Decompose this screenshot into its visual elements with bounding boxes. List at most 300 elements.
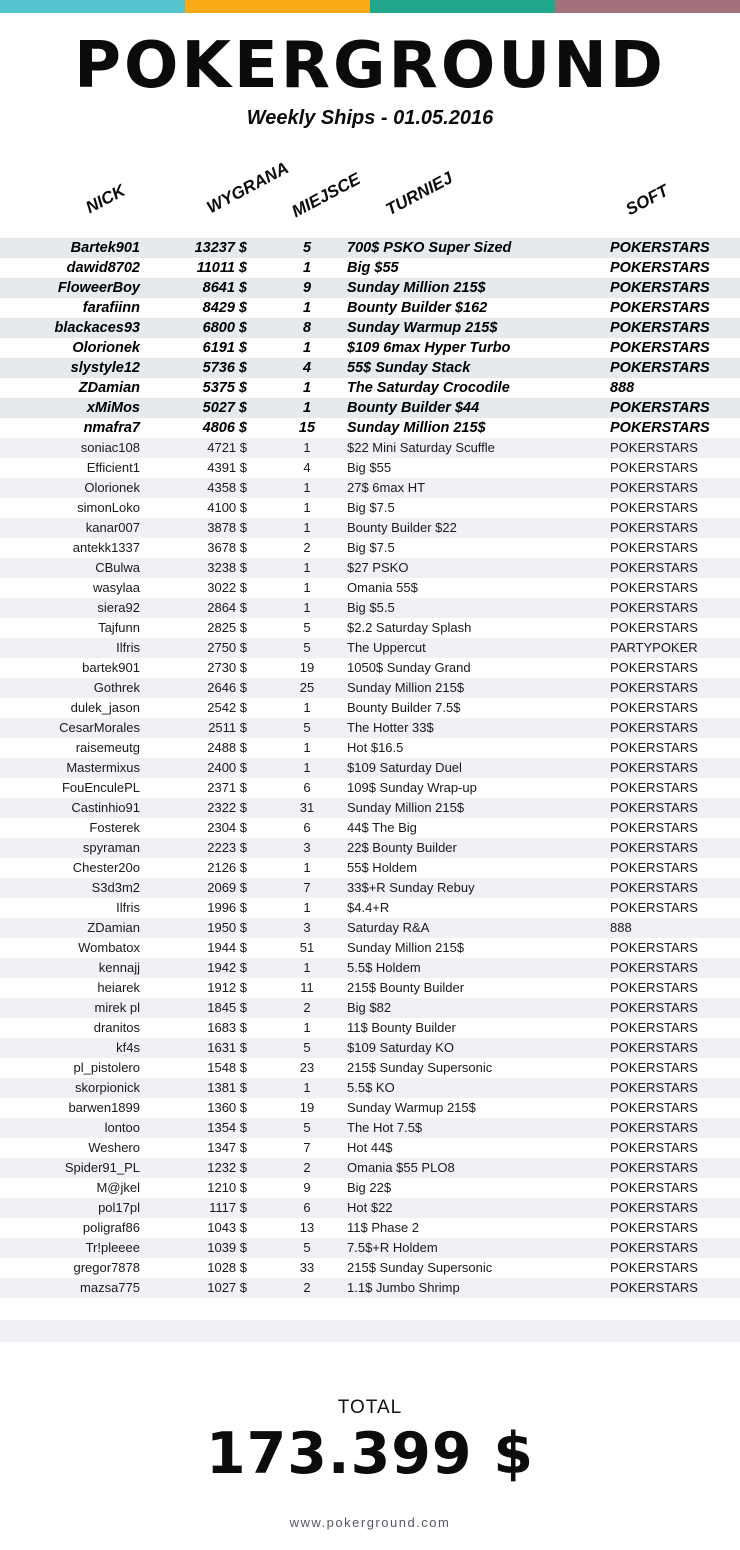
cell-nick: simonLoko bbox=[77, 500, 140, 515]
cell-soft: POKERSTARS bbox=[610, 980, 698, 995]
bar-segment-teal bbox=[0, 0, 185, 13]
cell-wygrana: 1210 $ bbox=[207, 1180, 247, 1195]
cell-wygrana: 3678 $ bbox=[207, 540, 247, 555]
cell-miejsce: 5 bbox=[302, 240, 312, 256]
cell-turniej: Big $55 bbox=[347, 460, 392, 475]
table-row bbox=[0, 1238, 740, 1258]
cell-turniej: Big $55 bbox=[347, 260, 399, 276]
cell-miejsce: 1 bbox=[303, 1080, 311, 1095]
cell-soft: POKERSTARS bbox=[610, 1240, 698, 1255]
cell-miejsce: 13 bbox=[299, 1220, 315, 1235]
cell-miejsce: 23 bbox=[299, 1060, 315, 1075]
cell-turniej: Big $82 bbox=[347, 1000, 392, 1015]
cell-nick: poligraf86 bbox=[82, 1220, 140, 1235]
cell-turniej: The Hot 7.5$ bbox=[347, 1120, 423, 1135]
featured-table-row bbox=[0, 418, 740, 438]
cell-turniej: 1050$ Sunday Grand bbox=[347, 660, 471, 675]
cell-wygrana: 2488 $ bbox=[207, 740, 247, 755]
cell-miejsce: 1 bbox=[303, 740, 311, 755]
cell-miejsce: 1 bbox=[303, 440, 311, 455]
cell-nick: kanar007 bbox=[85, 520, 140, 535]
cell-nick: farafiinn bbox=[82, 300, 140, 316]
cell-turniej: 27$ 6max HT bbox=[347, 480, 426, 495]
table-row bbox=[0, 798, 740, 818]
cell-wygrana: 1631 $ bbox=[207, 1040, 247, 1055]
table-row bbox=[0, 1278, 740, 1298]
cell-nick: Tr!pleeee bbox=[85, 1240, 140, 1255]
cell-turniej: The Hotter 33$ bbox=[347, 720, 434, 735]
cell-nick: Fosterek bbox=[89, 820, 140, 835]
cell-wygrana: 1027 $ bbox=[207, 1280, 247, 1295]
cell-soft: POKERSTARS bbox=[610, 660, 698, 675]
column-header-turniej: TURNIEJ bbox=[382, 168, 456, 220]
cell-soft: POKERSTARS bbox=[610, 1120, 698, 1135]
cell-turniej: 55$ Sunday Stack bbox=[347, 360, 471, 376]
cell-wygrana: 6800 $ bbox=[202, 320, 247, 336]
cell-soft: POKERSTARS bbox=[610, 840, 698, 855]
table-row bbox=[0, 598, 740, 618]
cell-soft: POKERSTARS bbox=[610, 760, 698, 775]
cell-wygrana: 1996 $ bbox=[207, 900, 247, 915]
cell-miejsce: 1 bbox=[302, 380, 312, 396]
pokerground-logo: POKERGROUND bbox=[74, 29, 666, 103]
table-row bbox=[0, 1058, 740, 1078]
cell-soft: POKERSTARS bbox=[610, 720, 698, 735]
cell-soft: POKERSTARS bbox=[610, 460, 698, 475]
cell-turniej: 5.5$ KO bbox=[347, 1080, 395, 1095]
cell-miejsce: 7 bbox=[303, 1140, 311, 1155]
cell-wygrana: 4721 $ bbox=[207, 440, 247, 455]
table-row bbox=[0, 898, 740, 918]
table-row bbox=[0, 758, 740, 778]
cell-wygrana: 1347 $ bbox=[207, 1140, 247, 1155]
table-row bbox=[0, 838, 740, 858]
cell-turniej: Sunday Million 215$ bbox=[347, 800, 465, 815]
cell-nick: Ilfris bbox=[116, 640, 140, 655]
table-row bbox=[0, 458, 740, 478]
featured-table-row bbox=[0, 358, 740, 378]
cell-miejsce: 11 bbox=[300, 980, 314, 995]
cell-nick: pl_pistolero bbox=[73, 1060, 140, 1075]
cell-nick: CesarMorales bbox=[59, 720, 140, 735]
cell-miejsce: 2 bbox=[303, 1160, 311, 1175]
table-row bbox=[0, 1158, 740, 1178]
cell-turniej: Sunday Warmup 215$ bbox=[347, 1100, 476, 1115]
cell-miejsce: 1 bbox=[303, 760, 311, 775]
featured-table-row bbox=[0, 378, 740, 398]
cell-soft: POKERSTARS bbox=[610, 1260, 698, 1275]
cell-nick: Gothrek bbox=[93, 680, 140, 695]
total-value: 173.399 $ bbox=[205, 1421, 535, 1487]
cell-wygrana: 13237 $ bbox=[194, 240, 247, 256]
cell-wygrana: 3238 $ bbox=[207, 560, 247, 575]
table-row bbox=[0, 718, 740, 738]
cell-nick: S3d3m2 bbox=[91, 880, 140, 895]
table-row bbox=[0, 1178, 740, 1198]
column-header-soft: SOFT bbox=[622, 181, 672, 220]
table-row bbox=[0, 518, 740, 538]
cell-nick: slystyle12 bbox=[70, 360, 140, 376]
cell-wygrana: 1944 $ bbox=[207, 940, 247, 955]
table-row bbox=[0, 1138, 740, 1158]
cell-turniej: 700$ PSKO Super Sized bbox=[347, 240, 512, 256]
cell-nick: lontoo bbox=[104, 1120, 140, 1135]
cell-soft: POKERSTARS bbox=[610, 520, 698, 535]
cell-wygrana: 4100 $ bbox=[207, 500, 247, 515]
cell-nick: kf4s bbox=[116, 1040, 140, 1055]
cell-miejsce: 3 bbox=[303, 840, 311, 855]
page-subtitle: Weekly Ships - 01.05.2016 bbox=[246, 107, 494, 129]
cell-wygrana: 1028 $ bbox=[207, 1260, 247, 1275]
cell-soft: POKERSTARS bbox=[610, 1020, 698, 1035]
cell-miejsce: 2 bbox=[303, 1000, 311, 1015]
cell-wygrana: 1354 $ bbox=[207, 1120, 247, 1135]
results-table bbox=[0, 238, 740, 1298]
cell-turniej: Hot 44$ bbox=[347, 1140, 393, 1155]
cell-miejsce: 2 bbox=[303, 1280, 311, 1295]
table-row bbox=[0, 1218, 740, 1238]
cell-soft: POKERSTARS bbox=[610, 900, 698, 915]
cell-miejsce: 1 bbox=[303, 520, 311, 535]
cell-nick: dulek_jason bbox=[70, 700, 140, 715]
cell-wygrana: 2304 $ bbox=[207, 820, 247, 835]
cell-soft: POKERSTARS bbox=[610, 400, 710, 416]
table-row bbox=[0, 1258, 740, 1278]
cell-soft: POKERSTARS bbox=[610, 1040, 698, 1055]
cell-soft: POKERSTARS bbox=[610, 1100, 698, 1115]
cell-nick: Tajfunn bbox=[98, 620, 140, 635]
cell-wygrana: 2646 $ bbox=[207, 680, 247, 695]
cell-turniej: $4.4+R bbox=[347, 900, 390, 915]
cell-soft: POKERSTARS bbox=[610, 420, 710, 436]
cell-miejsce: 2 bbox=[303, 540, 311, 555]
cell-nick: Weshero bbox=[88, 1140, 140, 1155]
table-row bbox=[0, 478, 740, 498]
cell-turniej: $109 6max Hyper Turbo bbox=[347, 340, 511, 356]
cell-soft: POKERSTARS bbox=[610, 1200, 698, 1215]
cell-miejsce: 4 bbox=[302, 360, 312, 376]
cell-wygrana: 5027 $ bbox=[202, 400, 247, 416]
cell-soft: POKERSTARS bbox=[610, 1000, 698, 1015]
cell-nick: FloweerBoy bbox=[57, 280, 140, 296]
cell-miejsce: 1 bbox=[303, 580, 311, 595]
cell-wygrana: 3022 $ bbox=[207, 580, 247, 595]
cell-wygrana: 2825 $ bbox=[207, 620, 247, 635]
cell-miejsce: 51 bbox=[299, 940, 315, 955]
cell-wygrana: 1950 $ bbox=[207, 920, 247, 935]
cell-wygrana: 4391 $ bbox=[207, 460, 247, 475]
cell-wygrana: 5375 $ bbox=[202, 380, 247, 396]
cell-soft: POKERSTARS bbox=[610, 1060, 698, 1075]
cell-miejsce: 1 bbox=[303, 600, 311, 615]
cell-miejsce: 5 bbox=[303, 620, 311, 635]
cell-soft: POKERSTARS bbox=[610, 300, 710, 316]
table-row bbox=[0, 1038, 740, 1058]
cell-turniej: Bounty Builder 7.5$ bbox=[347, 700, 461, 715]
cell-wygrana: 2400 $ bbox=[207, 760, 247, 775]
cell-nick: ZDamian bbox=[87, 920, 140, 935]
total-label: TOTAL bbox=[337, 1397, 403, 1418]
table-row bbox=[0, 678, 740, 698]
cell-wygrana: 2511 $ bbox=[208, 720, 247, 735]
cell-soft: POKERSTARS bbox=[610, 1220, 698, 1235]
cell-nick: M@jkel bbox=[96, 1180, 140, 1195]
cell-turniej: Big 22$ bbox=[347, 1180, 392, 1195]
table-row bbox=[0, 1078, 740, 1098]
cell-miejsce: 1 bbox=[302, 260, 312, 276]
table-row bbox=[0, 998, 740, 1018]
cell-wygrana: 1232 $ bbox=[207, 1160, 247, 1175]
cell-turniej: 5.5$ Holdem bbox=[347, 960, 421, 975]
cell-miejsce: 3 bbox=[303, 920, 311, 935]
cell-nick: mazsa775 bbox=[80, 1280, 140, 1295]
cell-miejsce: 8 bbox=[302, 320, 312, 336]
cell-miejsce: 1 bbox=[303, 480, 311, 495]
cell-soft: POKERSTARS bbox=[610, 620, 698, 635]
cell-miejsce: 9 bbox=[303, 1180, 311, 1195]
bar-segment-orange bbox=[185, 0, 370, 13]
featured-table-row bbox=[0, 318, 740, 338]
cell-wygrana: 11011 $ bbox=[196, 260, 247, 276]
cell-miejsce: 4 bbox=[303, 460, 311, 475]
cell-soft: POKERSTARS bbox=[610, 440, 698, 455]
cell-wygrana: 4806 $ bbox=[202, 420, 247, 436]
cell-turniej: Big $5.5 bbox=[347, 600, 395, 615]
table-row bbox=[0, 558, 740, 578]
cell-miejsce: 1 bbox=[303, 700, 311, 715]
cell-miejsce: 1 bbox=[303, 860, 311, 875]
cell-nick: Olorionek bbox=[72, 340, 140, 356]
cell-wygrana: 1039 $ bbox=[207, 1240, 247, 1255]
cell-soft: 888 bbox=[610, 920, 632, 935]
cell-wygrana: 3878 $ bbox=[207, 520, 247, 535]
cell-soft: POKERSTARS bbox=[610, 700, 698, 715]
table-row bbox=[0, 498, 740, 518]
cell-wygrana: 1683 $ bbox=[207, 1020, 247, 1035]
table-row bbox=[0, 778, 740, 798]
cell-nick: Ilfris bbox=[116, 900, 140, 915]
cell-nick: raisemeutg bbox=[75, 740, 140, 755]
cell-turniej: Sunday Million 215$ bbox=[347, 680, 465, 695]
cell-turniej: Bounty Builder $162 bbox=[347, 300, 488, 316]
cell-wygrana: 1548 $ bbox=[207, 1060, 247, 1075]
cell-soft: POKERSTARS bbox=[610, 880, 698, 895]
cell-nick: bartek901 bbox=[82, 660, 140, 675]
cell-turniej: 215$ Sunday Supersonic bbox=[347, 1260, 493, 1275]
cell-nick: mirek pl bbox=[94, 1000, 140, 1015]
cell-wygrana: 4358 $ bbox=[207, 480, 247, 495]
cell-soft: POKERSTARS bbox=[610, 1080, 698, 1095]
cell-soft: POKERSTARS bbox=[610, 600, 698, 615]
cell-nick: Spider91_PL bbox=[64, 1160, 140, 1175]
cell-soft: POKERSTARS bbox=[610, 320, 710, 336]
cell-wygrana: 2864 $ bbox=[207, 600, 247, 615]
cell-soft: POKERSTARS bbox=[610, 260, 710, 276]
cell-soft: POKERSTARS bbox=[610, 820, 698, 835]
cell-turniej: Saturday R&A bbox=[347, 920, 430, 935]
featured-table-row bbox=[0, 398, 740, 418]
table-row bbox=[0, 698, 740, 718]
cell-soft: POKERSTARS bbox=[610, 480, 698, 495]
cell-turniej: Sunday Warmup 215$ bbox=[347, 320, 498, 336]
table-row bbox=[0, 818, 740, 838]
cell-miejsce: 1 bbox=[302, 300, 312, 316]
cell-miejsce: 33 bbox=[299, 1260, 315, 1275]
cell-wygrana: 1360 $ bbox=[207, 1100, 247, 1115]
cell-miejsce: 6 bbox=[303, 820, 311, 835]
cell-soft: POKERSTARS bbox=[610, 940, 698, 955]
cell-turniej: Bounty Builder $22 bbox=[347, 520, 457, 535]
cell-miejsce: 5 bbox=[303, 1120, 311, 1135]
cell-turniej: 44$ The Big bbox=[347, 820, 417, 835]
cell-nick: xMiMos bbox=[86, 400, 140, 416]
cell-soft: POKERSTARS bbox=[610, 360, 710, 376]
cell-soft: POKERSTARS bbox=[610, 960, 698, 975]
cell-nick: gregor7878 bbox=[73, 1260, 140, 1275]
cell-turniej: Omania $55 PLO8 bbox=[347, 1160, 455, 1175]
cell-miejsce: 9 bbox=[302, 280, 312, 296]
table-row bbox=[0, 958, 740, 978]
cell-wygrana: 2750 $ bbox=[207, 640, 247, 655]
cell-wygrana: 2223 $ bbox=[207, 840, 247, 855]
cell-miejsce: 19 bbox=[299, 1100, 315, 1115]
table-row bbox=[0, 618, 740, 638]
table-row bbox=[0, 938, 740, 958]
cell-miejsce: 5 bbox=[303, 1040, 311, 1055]
cell-nick: Bartek901 bbox=[70, 240, 140, 256]
cell-soft: POKERSTARS bbox=[610, 1140, 698, 1155]
cell-miejsce: 6 bbox=[303, 780, 311, 795]
table-row bbox=[0, 858, 740, 878]
table-row bbox=[0, 638, 740, 658]
cell-turniej: The Saturday Crocodile bbox=[347, 380, 510, 396]
cell-miejsce: 1 bbox=[303, 500, 311, 515]
cell-nick: pol17pl bbox=[98, 1200, 140, 1215]
cell-nick: soniac108 bbox=[80, 440, 140, 455]
featured-table-row bbox=[0, 338, 740, 358]
bar-segment-mauve bbox=[555, 0, 740, 13]
cell-miejsce: 1 bbox=[302, 340, 312, 356]
cell-nick: Mastermixus bbox=[66, 760, 140, 775]
cell-soft: POKERSTARS bbox=[610, 800, 698, 815]
cell-miejsce: 15 bbox=[298, 420, 316, 436]
top-color-bar bbox=[0, 0, 740, 13]
cell-turniej: $27 PSKO bbox=[347, 560, 409, 575]
cell-turniej: 1.1$ Jumbo Shrimp bbox=[347, 1280, 460, 1295]
cell-soft: POKERSTARS bbox=[610, 680, 698, 695]
cell-nick: CBulwa bbox=[95, 560, 140, 575]
cell-turniej: 55$ Holdem bbox=[347, 860, 418, 875]
cell-miejsce: 5 bbox=[303, 1240, 311, 1255]
cell-turniej: Bounty Builder $44 bbox=[347, 400, 480, 416]
cell-turniej: $109 Saturday KO bbox=[347, 1040, 454, 1055]
cell-miejsce: 19 bbox=[299, 660, 315, 675]
cell-wygrana: 1942 $ bbox=[207, 960, 247, 975]
cell-turniej: 215$ Bounty Builder bbox=[347, 980, 465, 995]
cell-miejsce: 5 bbox=[303, 640, 311, 655]
column-header-wygrana: WYGRANA bbox=[203, 158, 292, 218]
table-row bbox=[0, 438, 740, 458]
cell-turniej: 11$ Bounty Builder bbox=[347, 1020, 456, 1035]
cell-turniej: 33$+R Sunday Rebuy bbox=[347, 880, 475, 895]
cell-nick: ZDamian bbox=[78, 380, 140, 396]
cell-turniej: Big $7.5 bbox=[347, 500, 395, 515]
table-row bbox=[0, 1098, 740, 1118]
cell-nick: dranitos bbox=[93, 1020, 140, 1035]
cell-miejsce: 31 bbox=[299, 800, 315, 815]
cell-nick: siera92 bbox=[97, 600, 140, 615]
featured-table-row bbox=[0, 298, 740, 318]
cell-soft: POKERSTARS bbox=[610, 560, 698, 575]
cell-miejsce: 1 bbox=[303, 560, 311, 575]
cell-soft: 888 bbox=[610, 380, 635, 396]
cell-wygrana: 2126 $ bbox=[207, 860, 247, 875]
cell-turniej: Sunday Million 215$ bbox=[347, 940, 465, 955]
table-row bbox=[0, 578, 740, 598]
cell-turniej: Sunday Million 215$ bbox=[347, 420, 486, 436]
cell-soft: POKERSTARS bbox=[610, 340, 710, 356]
cell-soft: PARTYPOKER bbox=[610, 640, 698, 655]
cell-turniej: 22$ Bounty Builder bbox=[347, 840, 457, 855]
footer-url: www.pokerground.com bbox=[289, 1515, 451, 1530]
table-row bbox=[0, 1198, 740, 1218]
cell-turniej: The Uppercut bbox=[347, 640, 426, 655]
cell-turniej: Hot $22 bbox=[347, 1200, 393, 1215]
empty-row-white bbox=[0, 1298, 740, 1320]
cell-nick: kennajj bbox=[98, 960, 140, 975]
table-row bbox=[0, 978, 740, 998]
cell-turniej: $22 Mini Saturday Scuffle bbox=[347, 440, 495, 455]
cell-soft: POKERSTARS bbox=[610, 1280, 698, 1295]
cell-miejsce: 1 bbox=[303, 900, 311, 915]
cell-nick: wasylaa bbox=[93, 580, 140, 595]
cell-soft: POKERSTARS bbox=[610, 740, 698, 755]
cell-wygrana: 2730 $ bbox=[207, 660, 247, 675]
cell-turniej: 109$ Sunday Wrap-up bbox=[347, 780, 477, 795]
cell-wygrana: 2371 $ bbox=[207, 780, 247, 795]
cell-wygrana: 8641 $ bbox=[202, 280, 247, 296]
table-header bbox=[0, 133, 740, 238]
cell-nick: Wombatox bbox=[78, 940, 140, 955]
table-row bbox=[0, 1118, 740, 1138]
cell-wygrana: 1845 $ bbox=[207, 1000, 247, 1015]
featured-table-row bbox=[0, 258, 740, 278]
cell-miejsce: 1 bbox=[303, 960, 311, 975]
cell-miejsce: 6 bbox=[303, 1200, 311, 1215]
cell-soft: POKERSTARS bbox=[610, 280, 710, 296]
featured-table-row bbox=[0, 238, 740, 258]
table-row bbox=[0, 658, 740, 678]
empty-row-gray bbox=[0, 1320, 740, 1342]
cell-soft: POKERSTARS bbox=[610, 580, 698, 595]
cell-turniej: $2.2 Saturday Splash bbox=[347, 620, 472, 635]
table-row bbox=[0, 738, 740, 758]
cell-nick: Castinhio91 bbox=[71, 800, 140, 815]
cell-soft: POKERSTARS bbox=[610, 500, 698, 515]
cell-soft: POKERSTARS bbox=[610, 1180, 698, 1195]
cell-nick: heiarek bbox=[97, 980, 140, 995]
cell-soft: POKERSTARS bbox=[610, 1160, 698, 1175]
table-row bbox=[0, 538, 740, 558]
cell-soft: POKERSTARS bbox=[610, 780, 698, 795]
cell-nick: spyraman bbox=[82, 840, 140, 855]
cell-turniej: 11$ Phase 2 bbox=[347, 1220, 420, 1235]
bar-segment-green bbox=[370, 0, 555, 13]
cell-miejsce: 7 bbox=[303, 880, 311, 895]
table-row bbox=[0, 1018, 740, 1038]
cell-nick: dawid8702 bbox=[66, 260, 140, 276]
cell-soft: POKERSTARS bbox=[610, 240, 710, 256]
